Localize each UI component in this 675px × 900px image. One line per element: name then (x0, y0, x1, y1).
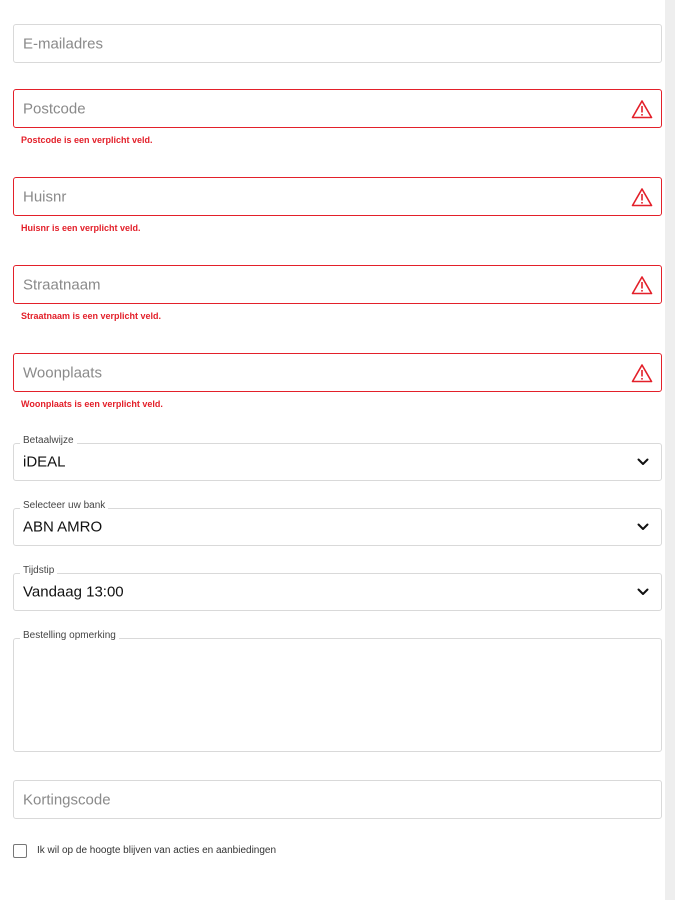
postcode-placeholder: Postcode (23, 100, 86, 117)
newsletter-checkbox[interactable] (13, 844, 27, 858)
email-field[interactable] (13, 24, 662, 63)
tijdstip-value: Vandaag 13:00 (23, 583, 124, 601)
warning-icon (631, 99, 653, 119)
warning-icon (631, 187, 653, 207)
newsletter-label[interactable]: Ik wil op de hoogte blijven van acties en aanbiedingen (37, 845, 277, 856)
page-edge (665, 0, 675, 900)
woonplaats-placeholder: Woonplaats (23, 364, 102, 381)
postcode-field[interactable] (13, 89, 662, 128)
opmerking-label: Bestelling opmerking (20, 630, 119, 641)
warning-icon (631, 363, 653, 383)
postcode-error: Postcode is een verplicht veld. (21, 135, 153, 145)
bank-value: ABN AMRO (23, 518, 103, 536)
huisnr-placeholder: Huisnr (23, 188, 67, 205)
straatnaam-field[interactable] (13, 265, 662, 304)
betaalwijze-value: iDEAL (23, 453, 66, 471)
straatnaam-placeholder: Straatnaam (23, 276, 101, 293)
tijdstip-label: Tijdstip (20, 565, 57, 576)
huisnr-field[interactable] (13, 177, 662, 216)
betaalwijze-label: Betaalwijze (20, 435, 77, 446)
straatnaam-error: Straatnaam is een verplicht veld. (21, 311, 162, 321)
chevron-down-icon (637, 523, 649, 531)
bank-select[interactable] (13, 500, 662, 546)
kortingscode-placeholder: Kortingscode (23, 791, 111, 808)
warning-icon (631, 275, 653, 295)
chevron-down-icon (637, 458, 649, 466)
chevron-down-icon (637, 588, 649, 596)
tijdstip-select[interactable] (13, 565, 662, 611)
woonplaats-field[interactable] (13, 353, 662, 392)
email-placeholder: E-mailadres (23, 35, 104, 52)
bank-label: Selecteer uw bank (20, 500, 108, 511)
opmerking-textarea[interactable] (13, 630, 662, 752)
betaalwijze-select[interactable] (13, 435, 662, 481)
huisnr-error: Huisnr is een verplicht veld. (21, 223, 141, 233)
woonplaats-error: Woonplaats is een verplicht veld. (21, 399, 163, 409)
kortingscode-field[interactable] (13, 780, 662, 819)
